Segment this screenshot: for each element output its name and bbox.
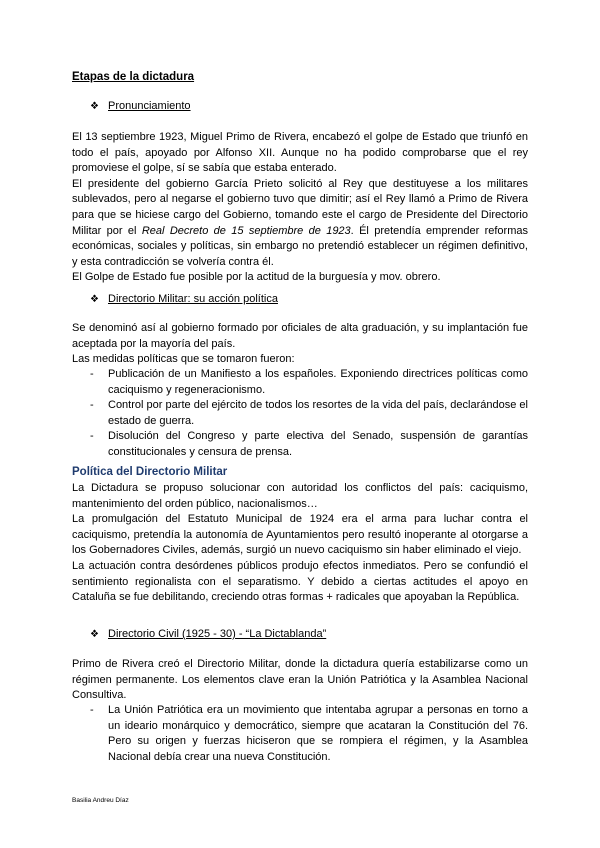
paragraph: El presidente del gobierno García Prieto solicitó al Rey que destituyese a los militares sublevados, pero al negarse el gobierno tuvo que dimitir; así el Rey llamó a Primo de Rivera para que se hiciese cargo del Gobierno, tomando este el cargo de Presidente del Directorio Militar por el Real Decreto de 15 septiembre de 1923. Él pretendía emprender reformas económicas, sociales y políticas, sin embargo no pretendió establecer un régimen definitivo, y esta contradicción se volvería contra él. <box>72 177 528 268</box>
paragraph: La Dictadura se propuso solucionar con autoridad los conflictos del país: caciquismo, mantenimiento del orden público, nacionalismos… <box>72 482 528 510</box>
paragraph: La promulgación del Estatuto Municipal de 1924 era el arma para luchar contra el caciquismo, pretendía la autonomía de Ayuntamientos pero resultó inoperante al otorgarse a los Gobernadores Civiles, además, surgió un nuevo caciquismo sin haber eliminado el viejo. <box>72 513 528 557</box>
section4-list <box>90 703 528 765</box>
paragraph: Se denominó así al gobierno formado por oficiales de alta graduación, y su implantación fue aceptada por la mayoría del país. <box>72 322 528 350</box>
diamond-bullet-icon: ❖ <box>90 294 99 305</box>
list-item: - Disolución del Congreso y parte electiva del Senado, suspensión de garantías constitucionales y censura de prensa. <box>90 430 528 458</box>
list-item: - Control por parte del ejército de todos los resortes de la vida del país, declarándose el estado de guerra. <box>90 399 528 427</box>
section2-list <box>90 367 528 461</box>
section-heading-politica: Política del Directorio Militar <box>72 466 228 478</box>
diamond-bullet-icon: ❖ <box>90 629 99 640</box>
paragraph: Las medidas políticas que se tomaron fueron: <box>72 353 295 366</box>
section-heading-pronunciamiento: ❖ Pronunciamiento <box>90 100 191 112</box>
section-heading-directorio-militar: ❖ Directorio Militar: su acción política <box>90 293 278 305</box>
paragraph: El Golpe de Estado fue posible por la actitud de la burguesía y mov. obrero. <box>72 271 441 284</box>
footer-author: Basilia Andreu Díaz <box>72 797 129 804</box>
section3-body <box>72 481 528 606</box>
list-item: - Publicación de un Manifiesto a los españoles. Exponiendo directrices políticas como caciquismo y regeneracionismo. <box>90 368 528 396</box>
paragraph: La actuación contra desórdenes públicos produjo efectos inmediatos. Pero se confundió el sentimiento regionalista con el separatismo. Y debido a ciertas actitudes el apoyo en Cataluña se fue debilitando, creciendo otras formas + radicales que apoyaban la República. <box>72 559 528 604</box>
paragraph: El 13 septiembre 1923, Miguel Primo de Rivera, encabezó el golpe de Estado que triunfó en todo el país, apoyado por Alfonso XII. Aunque no ha podido comprobarse que el rey promoviese el golpe, sí se sabía que estaba enterado. <box>72 131 528 175</box>
diamond-bullet-icon: ❖ <box>90 101 99 112</box>
section2-body <box>72 321 528 368</box>
list-item: - La Unión Patriótica era un movimiento que intentaba agrupar a personas en torno a un ideario monárquico y democrático, siempre que acataran la Constitución del 76. Pero su origen y fuerzas hiciseron que se rompiera el régimen, y la Asamblea Nacional debía crear una nueva Constitución. <box>90 704 528 763</box>
paragraph: Primo de Rivera creó el Directorio Militar, donde la dictadura quería estabilizarse como un régimen permanente. Los elementos clave eran la Unión Patriótica y la Asamblea Nacional Consultiva. <box>72 658 528 702</box>
document-title: Etapas de la dictadura <box>72 71 195 83</box>
section1-body <box>72 130 528 286</box>
section4-body <box>72 657 528 704</box>
section-heading-directorio-civil: ❖ Directorio Civil (1925 - 30) - “La Dictablanda” <box>90 628 327 640</box>
